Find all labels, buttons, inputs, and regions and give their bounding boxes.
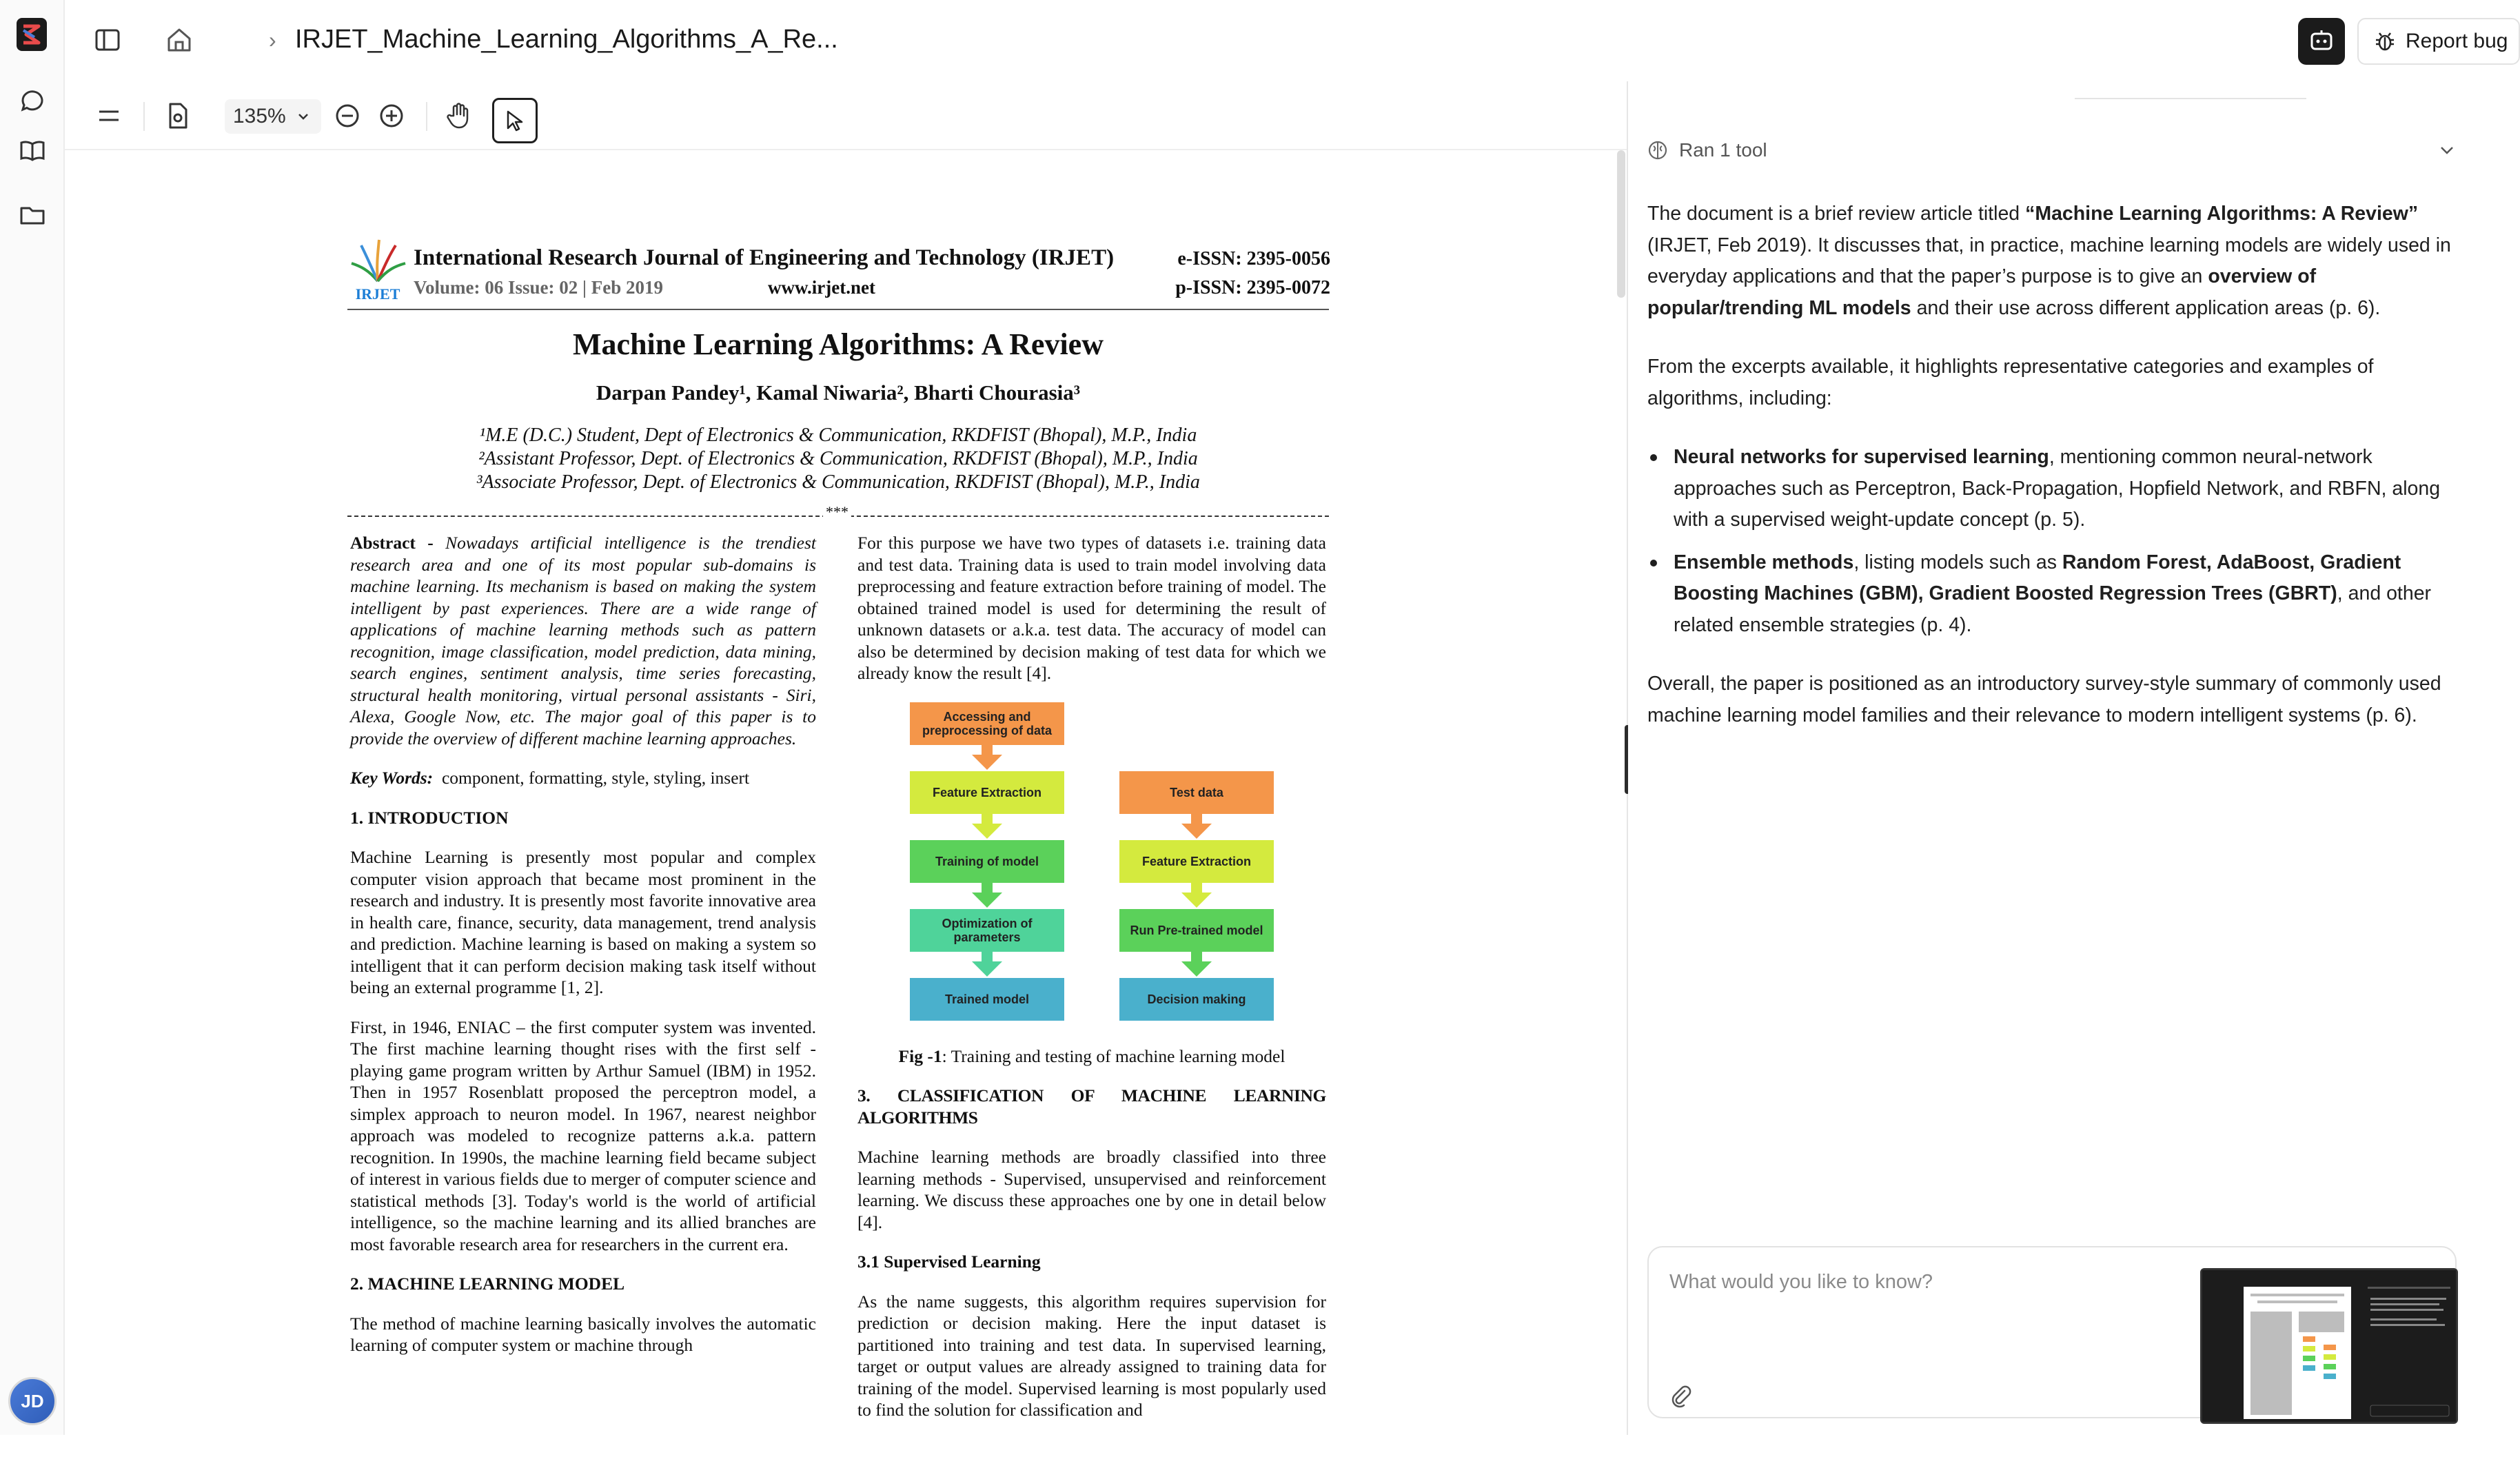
panel-divider — [2075, 98, 2306, 99]
section-heading-introduction: 1. INTRODUCTION — [350, 807, 509, 828]
intro-paragraph-2: First, in 1946, ENIAC – the first computer system was invented. The first machine learning thought rises with the first self -playing game program written by Arthur Samuel (IBM) in 1952. Then in 1957 Rosenblatt proposed the perceptron model, a simplex approach to neuron model. In 1967, nearest neighbor approach was modeled to recognize patterns a.k.a. pattern recognition. In 1990s, the machine learning field became subject of interest in various fields due to merger of computer science and statistical methods [3]. Today's world is the world of artificial intelligence, so the machine learning and its allied branches are most favorable research area for researchers in the current era. — [350, 1017, 816, 1254]
flow-box-decision-making: Decision making — [1119, 978, 1274, 1021]
journal-eissn: e-ISSN: 2395-0056 — [1177, 248, 1330, 269]
screen-preview-thumbnail[interactable] — [2200, 1268, 2458, 1424]
supervised-paragraph: As the name suggests, this algorithm requires supervision for prediction or decision making. Here the input dataset is partitioned into training and test data. In supervised learning, target or output values are already assigned to training data for training of the model. Supervised learning is most popularly used to find the solution for classification and — [857, 1291, 1326, 1420]
pdf-toolbar — [65, 81, 1628, 150]
chat-bubble-icon[interactable] — [19, 87, 46, 114]
bug-icon — [2374, 30, 2396, 52]
section-heading-ml-model: 2. MACHINE LEARNING MODEL — [350, 1274, 625, 1294]
answer-list-item — [1647, 547, 2454, 642]
pdf-viewport[interactable] — [65, 150, 1628, 1435]
cursor-arrow-icon — [502, 108, 527, 133]
figure-caption — [857, 1046, 1326, 1068]
flow-arrows-right — [1181, 814, 1212, 977]
flow-box-test-data: Test data — [1119, 771, 1274, 814]
assistant-answer — [1647, 198, 2454, 759]
section-heading-supervised: 3.1 Supervised Learning — [857, 1252, 1041, 1272]
answer-bold: Neural networks for supervised learning — [1674, 446, 2049, 468]
book-icon[interactable] — [19, 136, 46, 164]
answer-paragraph-2: From the excerpts available, it highlights representative categories and examples of algorithms, including: — [1647, 356, 2374, 409]
figure-label: Fig -1 — [898, 1046, 942, 1066]
tool-run-row[interactable] — [1647, 136, 2457, 164]
intro-paragraph-1: Machine Learning is presently most popular and complex computer vision approach that became most prominent in the research and industry. It is presently most favorite innovative area in health care, finance, security, data management, trend analysis and prediction. Machine learning is based on making a system so intelligent that it can perform decision making task itself without being an external programme [1, 2]. — [350, 847, 816, 997]
answer-text: (IRJET, Feb 2019). It discusses that, in practice, machine learning models are widely used in everyday applications and that the paper’s purpose is to give an — [1647, 234, 2451, 287]
flow-arrows-left — [972, 745, 1002, 977]
figure-caption-text: : Training and testing of machine learning model — [942, 1046, 1286, 1066]
abstract — [350, 532, 816, 749]
user-avatar[interactable]: JD — [8, 1377, 57, 1425]
flow-box-run-pretrained: Run Pre-trained model — [1119, 909, 1274, 952]
separator-stars: *** — [823, 503, 851, 521]
breadcrumb-chevron-icon: › — [269, 28, 276, 52]
ml-model-paragraph: The method of machine learning basically involves the automatic learning of computer system or machine through — [350, 1313, 816, 1355]
keywords-label: Key Words: — [350, 768, 434, 788]
flow-arrows — [857, 702, 1326, 1033]
journal-logo — [347, 238, 408, 302]
document-title: IRJET_Machine_Learning_Algorithms_A_Re... — [295, 25, 838, 54]
flow-box-trained-model: Trained model — [910, 978, 1064, 1021]
answer-paragraph-3: Overall, the paper is positioned as an introductory survey-style summary of commonly used machine learning model families and their relevance to modern intelligent systems (p. 6). — [1647, 673, 2441, 726]
affiliation-2: ²Assistant Professor, Dept. of Electronics & Communication, RKDFIST (Bhopal), M.P., India — [478, 448, 1198, 469]
answer-list — [1647, 442, 2454, 641]
toolbar-divider — [426, 102, 427, 131]
paper-authors: Darpan Pandey¹, Kamal Niwaria², Bharti Chourasia³ — [596, 380, 1081, 405]
answer-text: , and other related ensemble strategies (p. 4). — [1674, 582, 2432, 636]
chevron-down-icon — [2437, 141, 2457, 160]
folder-icon[interactable] — [19, 201, 46, 229]
flow-arrow-4 — [972, 952, 1002, 977]
answer-text: , listing models such as — [1853, 551, 2062, 573]
assistant-panel — [1628, 81, 2470, 1435]
answer-list-item — [1647, 442, 2454, 536]
tool-brain-icon — [1647, 140, 1668, 161]
right-column — [857, 532, 1326, 1439]
flow-box-access: Accessing and preprocessing of data — [910, 702, 1064, 745]
zoom-value: 135% — [233, 105, 286, 127]
flow-arrow-2 — [972, 814, 1002, 839]
document-settings-icon[interactable] — [163, 101, 193, 131]
answer-bold: Random Forest, AdaBoost, Gradient Boosting Machines (GBM), Gradient Boosted Regression Trees (GBRT) — [1674, 551, 2401, 604]
abstract-label: Abstract - — [350, 533, 434, 553]
top-header — [65, 0, 2508, 81]
paper-title: Machine Learning Algorithms: A Review — [573, 327, 1104, 361]
answer-bold: “Machine Learning Algorithms: A Review” — [2025, 203, 2419, 225]
pdf-page — [347, 238, 1336, 1479]
pdf-scrollbar[interactable] — [1617, 150, 1625, 298]
answer-text: , mentioning common neural-network approaches such as Perceptron, Back-Propagation, Hopfield Network, and RBFN, along with a supervised weight-update concept (p. 5). — [1674, 446, 2441, 531]
flow-box-feature-extraction-test: Feature Extraction — [1119, 840, 1274, 883]
svg-text:IRJET: IRJET — [355, 285, 400, 303]
assistant-toggle-button[interactable] — [2298, 18, 2345, 65]
affiliation-1: ¹M.E (D.C.) Student, Dept of Electronics & Communication, RKDFIST (Bhopal), M.P., India — [479, 425, 1197, 446]
toolbar-divider — [143, 102, 145, 131]
answer-bold: Ensemble methods — [1674, 551, 1854, 573]
left-column — [350, 532, 816, 1374]
flow-box-optimization: Optimization of parameters — [910, 909, 1064, 952]
keywords-text: component, formatting, style, styling, insert — [441, 768, 750, 788]
home-icon[interactable] — [164, 25, 197, 58]
affiliation-3: ³Associate Professor, Dept. of Electronics & Communication, RKDFIST (Bhopal), M.P., India — [476, 471, 1200, 493]
journal-volume: Volume: 06 Issue: 02 | Feb 2019 — [414, 277, 663, 298]
answer-text: and their use across different application areas (p. 6). — [1911, 296, 2381, 319]
app-logo-icon[interactable] — [15, 17, 48, 52]
flow-box-feature-extraction: Feature Extraction — [910, 771, 1064, 814]
flow-arrow-3 — [972, 883, 1002, 908]
flow-arrow-7 — [1181, 952, 1212, 977]
journal-name: International Research Journal of Engineering and Technology (IRJET) — [414, 245, 1115, 270]
answer-paragraph-1 — [1647, 198, 2454, 324]
chevron-down-icon — [296, 109, 311, 124]
answer-text: The document is a brief review article titled — [1647, 203, 2026, 225]
attach-paperclip-icon[interactable] — [1668, 1383, 1693, 1407]
zoom-in-icon[interactable] — [378, 102, 408, 132]
zoom-select[interactable] — [225, 99, 321, 134]
flow-arrow-1 — [972, 745, 1002, 770]
menu-icon[interactable] — [94, 101, 124, 131]
section-heading-classification: 3. CLASSIFICATION OF MACHINE LEARNING ALGORITHMS — [857, 1085, 1326, 1128]
report-bug-label: Report bug — [2406, 30, 2508, 52]
header-rule — [347, 309, 1329, 310]
report-bug-button[interactable] — [2357, 18, 2520, 65]
classification-paragraph: Machine learning methods are broadly classified into three learning methods - Supervised, unsupervised and reinforcement learning. We discuss these approaches one by one in detail below [4]. — [857, 1147, 1326, 1232]
zoom-out-icon[interactable] — [334, 102, 364, 132]
abstract-text: Nowadays artificial intelligence is the trendiest research area and one of its most popular sub-domains is machine learning. Its mechanism is based on making the system intelligent by past experiences. There are a wide range of applications of machine learning methods such as pattern recognition, image classification, model prediction, data mining, search engines, sentiment analysis, time series forecasting, structural health monitoring, virtual personal assistants - Siri, Alexa, Google Now, etc. The major goal of this paper is to provide the overview of different machine learning approaches. — [350, 533, 816, 748]
flow-box-training: Training of model — [910, 840, 1064, 883]
flow-arrow-5 — [1181, 814, 1212, 839]
keywords — [350, 767, 816, 789]
journal-pissn: p-ISSN: 2395-0072 — [1175, 277, 1330, 298]
hand-tool-icon[interactable] — [444, 101, 474, 131]
chat-input[interactable] — [1669, 1271, 2235, 1312]
datasets-paragraph: For this purpose we have two types of datasets i.e. training data and test data. Training data is used to train model involving data preprocessing and feature extraction before training of model. The obtained trained model is used for determining the result of unknown datasets or a.k.a. test data. The accuracy of model can also be determined by decision making of test data for which we already know the result [4]. — [857, 533, 1326, 683]
sidebar-toggle-icon[interactable] — [92, 25, 125, 58]
tool-run-label: Ran 1 tool — [1679, 139, 1767, 161]
answer-bold: overview of popular/trending ML models — [1647, 265, 2317, 319]
bot-icon — [2308, 28, 2335, 54]
training-flowchart — [857, 702, 1326, 1033]
select-tool-button[interactable] — [492, 98, 538, 143]
left-rail — [0, 0, 65, 1435]
flow-arrow-6 — [1181, 883, 1212, 908]
journal-website: www.irjet.net — [768, 277, 875, 298]
